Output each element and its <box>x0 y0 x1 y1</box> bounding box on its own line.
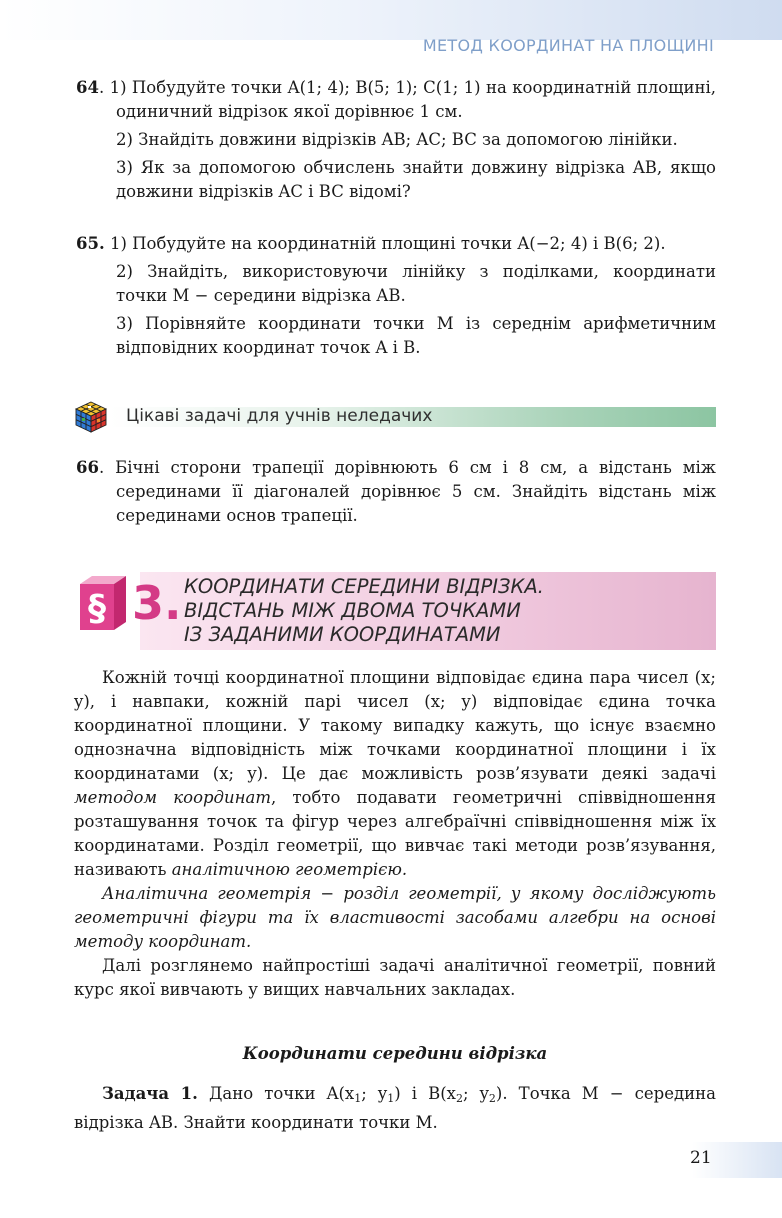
subheading: Координати середини відрізка <box>242 1044 548 1063</box>
section-number: 3. <box>132 576 182 630</box>
task-text: ; y <box>361 1084 388 1103</box>
task-label: Задача 1. <box>102 1084 198 1103</box>
running-head: МЕТОД КООРДИНАТ НА ПЛОЩИНІ <box>422 36 714 55</box>
emphasis-term: методом координат <box>74 788 271 807</box>
subscript: 1 <box>354 1092 362 1105</box>
rubiks-cube-icon <box>74 400 108 434</box>
section-heading <box>74 572 716 652</box>
section-title <box>184 575 704 647</box>
paragraph-text: , тобто подавати геометричні співвідношення розташування точок та фігур через алгебраїчні співвідношення між їх координатами. Розділ геометрії, що вивчає такі методи розв’язування, називають <box>74 788 716 879</box>
problem-65-part-1 <box>76 232 716 256</box>
definition-paragraph: Аналітична геометрія − розділ геометрії, у якому досліджують геометричні фігури та їх властивості засобами алгебри на основі методу координат. <box>74 884 716 951</box>
problem-number: 66 <box>76 458 99 477</box>
top-band <box>0 0 782 40</box>
problem-66-text: 66. Бічні сторони трапеції дорівнюють 6 см і 8 см, а відстань між серединами її діагоналей дорівнює 5 см. Знайдіть відстань між серединами основ трапеції. <box>76 458 716 525</box>
paragraph-1 <box>74 666 716 882</box>
problem-65 <box>76 232 716 360</box>
emphasis-term: аналітичною геометрією. <box>171 860 408 879</box>
task-text: Дано точки A(x <box>197 1084 355 1103</box>
section-symbol: § <box>88 588 106 629</box>
section-title-line-2: ВІДСТАНЬ МІЖ ДВОМА ТОЧКАМИ <box>184 599 521 622</box>
subscript: 2 <box>455 1092 463 1105</box>
problem-text: 1) Побудуйте на координатній площині точки A(−2; 4) і B(6; 2). <box>109 234 666 253</box>
subscript: 1 <box>387 1092 395 1105</box>
problem-65-part-2: 2) Знайдіть, використовуючи лінійку з поділками, координати точки M − середини відрізка AB. <box>116 262 716 305</box>
task-text: ). Точка M − середина відрізка AB. Знайти координати точки M. <box>74 1084 716 1132</box>
paragraph-3: Далі розглянемо найпростіші задачі аналітичної геометрії, повний курс якої вивчають у вищих навчальних закладах. <box>74 956 716 999</box>
section-body <box>74 666 716 1002</box>
problem-64-part-2: 2) Знайдіть довжини відрізків AB; AC; BC за допомогою лінійки. <box>116 130 678 149</box>
paragraph-text: Кожній точці координатної площини відповідає єдина пара чисел (x; y), і навпаки, кожній парі чисел (x; y) відповідає єдина точка координатної площини. У такому випадку кажуть, що існує взаємно однозначна відповідність між точками координатної площини і їх координатами (x; y). Це дає можливість розв’язувати деякі задачі <box>74 668 716 783</box>
problem-64-part-3: 3) Як за допомогою обчислень знайти довжину відрізка AB, якщо довжини відрізків AC і BC відомі? <box>116 158 716 201</box>
problem-text: Бічні сторони трапеції дорівнюють 6 см і 8 см, а відстань між серединами її діагоналей дорівнює 5 см. Знайдіть відстань між серединами основ трапеції. <box>115 458 716 525</box>
problem-65-part-3: 3) Порівняйте координати точки M із середнім арифметичним відповідних координат точок A і B. <box>116 314 716 357</box>
interesting-problems-banner <box>74 400 716 432</box>
section-sign-icon <box>74 574 132 632</box>
problem-text: 1) Побудуйте точки A(1; 4); B(5; 1); C(1; 1) на координатній площині, одиничний відрізок якої дорівнює 1 см. <box>109 78 716 121</box>
problem-64-part-1: 64. 1) Побудуйте точки A(1; 4); B(5; 1); C(1; 1) на координатній площині, одиничний відрізок якої дорівнює 1 см. <box>76 78 716 121</box>
problem-number: 64 <box>76 78 99 97</box>
problem-66 <box>76 456 716 528</box>
banner-text: Цікаві задачі для учнів неледачих <box>126 406 433 426</box>
page-number: 21 <box>690 1148 712 1168</box>
section-title-line-1: КООРДИНАТИ СЕРЕДИНИ ВІДРІЗКА. <box>184 575 544 598</box>
task-1-text <box>74 1082 716 1135</box>
section-title-line-3: ІЗ ЗАДАНИМИ КООРДИНАТАМИ <box>184 623 501 646</box>
task-text: ; y <box>462 1084 489 1103</box>
subscript: 2 <box>488 1092 496 1105</box>
task-1 <box>74 1082 716 1135</box>
problem-number: 65. <box>76 234 105 253</box>
task-text: ) і B(x <box>394 1084 456 1103</box>
problem-64 <box>76 76 716 204</box>
